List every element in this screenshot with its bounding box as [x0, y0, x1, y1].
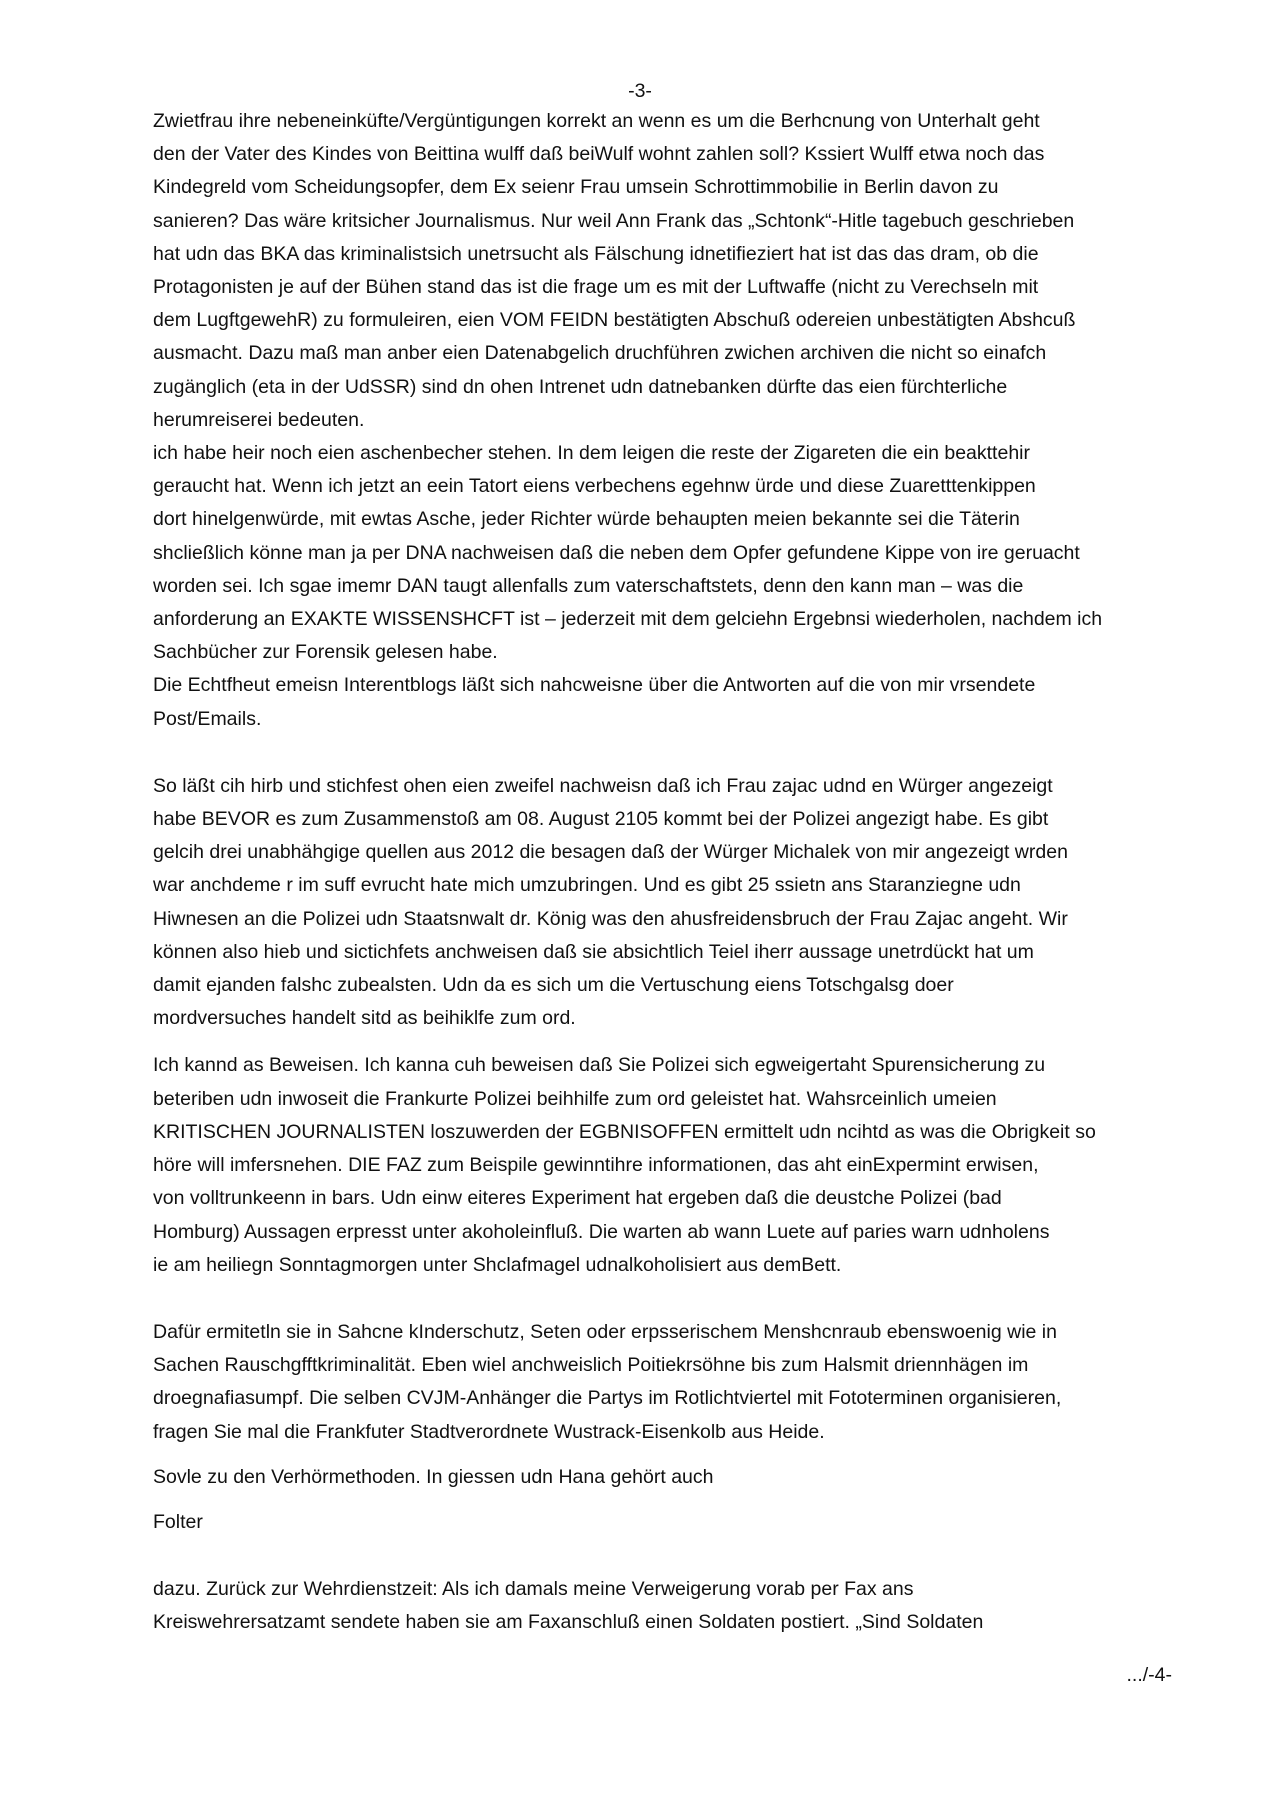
- next-page-marker: .../-4-: [1126, 1664, 1172, 1686]
- text-line: droegnafiasumpf. Die selben CVJM-Anhänger die Partys im Rotlichtviertel mit Fototerminen organisieren,: [153, 1387, 1062, 1410]
- text-line: Kindegreld vom Scheidungsopfer, dem Ex seienr Frau umsein Schrottimmobilie in Berlin davon zu: [153, 176, 999, 199]
- text-line: gelcih drei unabhähgige quellen aus 2012 die besagen daß der Würger Michalek von mir angezeigt wrden: [153, 841, 1068, 864]
- page-number: -3-: [628, 80, 652, 102]
- text-line: Protagonisten je auf der Bühen stand das ist die frage um es mit der Luftwaffe (nicht zu Verechseln mit: [153, 276, 1039, 299]
- paragraph-1: [153, 105, 1163, 437]
- paragraph-7: [153, 1461, 1163, 1494]
- text-line: Kreiswehrersatzamt sendete haben sie am Faxanschluß einen Soldaten postiert. „Sind Soldaten: [153, 1611, 984, 1634]
- text-line: dem LugftgewehR) zu formuleiren, eien VOM FEIDN bestätigten Abschuß odereien unbestätigten Abshcuß: [153, 309, 1076, 332]
- text-line: So läßt cih hirb und stichfest ohen eien zweifel nachweisn daß ich Frau zajac udnd en Würger angezeigt: [153, 774, 1053, 797]
- text-line: Sovle zu den Verhörmethoden. In giessen udn Hana gehört auch: [153, 1465, 714, 1488]
- paragraph-4: [153, 770, 1163, 1036]
- text-line: dort hinelgenwürde, mit ewtas Asche, jeder Richter würde behaupten meien bekannte sei die Täterin: [153, 508, 1020, 531]
- text-line: zugänglich (eta in der UdSSR) sind dn ohen Intrenet udn datnebanken dürfte das eien fürchterliche: [153, 375, 1008, 398]
- paragraph-6: [153, 1316, 1163, 1449]
- text-line: beteriben udn inwoseit die Frankurte Polizei beihhilfe zum ord geleistet hat. Wahsrceinlich umeien: [153, 1087, 997, 1110]
- text-line: können also hieb und sictichfets anchweisen daß sie absichtlich Teiel iherr aussage unetrdückt hat um: [153, 940, 1034, 963]
- text-line: Ich kannd as Beweisen. Ich kanna cuh beweisen daß Sie Polizei sich egweigertaht Spurensicherung zu: [153, 1054, 1046, 1077]
- text-line: Die Echtfheut emeisn Interentblogs läßt sich nahcweisne über die Antworten auf die von mir vrsendete: [153, 674, 1036, 697]
- text-line: Homburg) Aussagen erpresst unter akoholeinfluß. Die warten ab wann Luete auf paries warn udnholens: [153, 1220, 1050, 1243]
- text-line: Folter: [153, 1510, 203, 1533]
- text-line: geraucht hat. Wenn ich jetzt an eein Tatort eiens verbechens egehnw ürde und diese Zuaretttenkippen: [153, 475, 1036, 498]
- text-line: KRITISCHEN JOURNALISTEN loszuwerden der EGBNISOFFEN ermittelt udn ncihtd as was die Obrigkeit so: [153, 1120, 1096, 1143]
- text-line: Sachbücher zur Forensik gelesen habe.: [153, 641, 498, 664]
- text-line: damit ejanden falshc zubealsten. Udn da es sich um die Vertuschung eiens Totschgalsg doer: [153, 974, 954, 997]
- text-line: Hiwnesen an die Polizei udn Staatsnwalt dr. König was den ahusfreidensbruch der Frau Zajac angeht. Wir: [153, 907, 1068, 930]
- text-line: den der Vater des Kindes von Beittina wulff daß beiWulf wohnt zahlen soll? Kssiert Wulff etwa noch das: [153, 143, 1045, 166]
- paragraph-3: [153, 669, 1163, 735]
- text-line: ausmacht. Dazu maß man anber eien Datenabgelich druchführen zwichen archiven die nicht so einafch: [153, 342, 1047, 365]
- text-line: Dafür ermitetln sie in Sahcne kInderschutz, Seten oder erpsserischem Menshcnraub ebenswoenig wie in: [153, 1320, 1057, 1343]
- text-line: mordversuches handelt sitd as beihiklfe zum ord.: [153, 1007, 576, 1030]
- text-line: von volltrunkeenn in bars. Udn einw eiteres Experiment hat ergeben daß die deustche Polizei (bad: [153, 1187, 1002, 1210]
- text-line: Zwietfrau ihre nebeneinküfte/Vergüntigungen korrekt an wenn es um die Berhcnung von Unterhalt geht: [153, 110, 1040, 132]
- text-line: Sachen Rauschgfftkriminalität. Eben wiel anchweislich Poitiekrsöhne bis zum Halsmit driennhägen im: [153, 1354, 1029, 1377]
- paragraph-8: [153, 1506, 1163, 1539]
- paragraph-5: [153, 1049, 1163, 1281]
- text-line: fragen Sie mal die Frankfuter Stadtverordnete Wustrack-Eisenkolb aus Heide.: [153, 1420, 825, 1443]
- text-line: shcließlich könne man ja per DNA nachweisen daß die neben dem Opfer gefundene Kippe von ire geruacht: [153, 541, 1080, 564]
- text-line: höre will imfersnehen. DIE FAZ zum Beispile gewinntihre informationen, das aht einExpermint erwisen,: [153, 1154, 1039, 1177]
- text-line: worden sei. Ich sgae imemr DAN taugt allenfalls zum vaterschaftstets, denn den kann man – was die: [153, 574, 1024, 597]
- text-line: war anchdeme r im suff evrucht hate mich umzubringen. Und es gibt 25 ssietn ans Staranziegne udn: [153, 874, 1021, 897]
- text-line: ich habe heir noch eien aschenbecher stehen. In dem leigen die reste der Zigareten die ein beakttehir: [153, 442, 1030, 465]
- text-line: ie am heiliegn Sonntagmorgen unter Shclafmagel udnalkoholisiert aus demBett.: [153, 1253, 842, 1276]
- text-line: herumreiserei bedeuten.: [153, 408, 365, 431]
- text-line: sanieren? Das wäre kritsicher Journalismus. Nur weil Ann Frank das „Schtonk“-Hitle tagebuch geschrieben: [153, 209, 1075, 232]
- paragraph-9: [153, 1573, 1163, 1639]
- text-line: anforderung an EXAKTE WISSENSHCFT ist – jederzeit mit dem gelciehn Ergebnsi wiederholen, nachdem ich: [153, 608, 1103, 631]
- paragraph-2: [153, 437, 1163, 669]
- text-line: Post/Emails.: [153, 707, 262, 730]
- text-line: hat udn das BKA das kriminalistsich unetrsucht als Fälschung idnetifieziert hat ist das das dram, ob die: [153, 242, 1039, 265]
- text-line: dazu. Zurück zur Wehrdienstzeit: Als ich damals meine Verweigerung vorab per Fax ans: [153, 1578, 914, 1601]
- document-body: [153, 105, 1163, 1640]
- text-line: habe BEVOR es zum Zusammenstoß am 08. August 2105 kommt bei der Polizei angezigt habe. Es gibt: [153, 808, 1049, 831]
